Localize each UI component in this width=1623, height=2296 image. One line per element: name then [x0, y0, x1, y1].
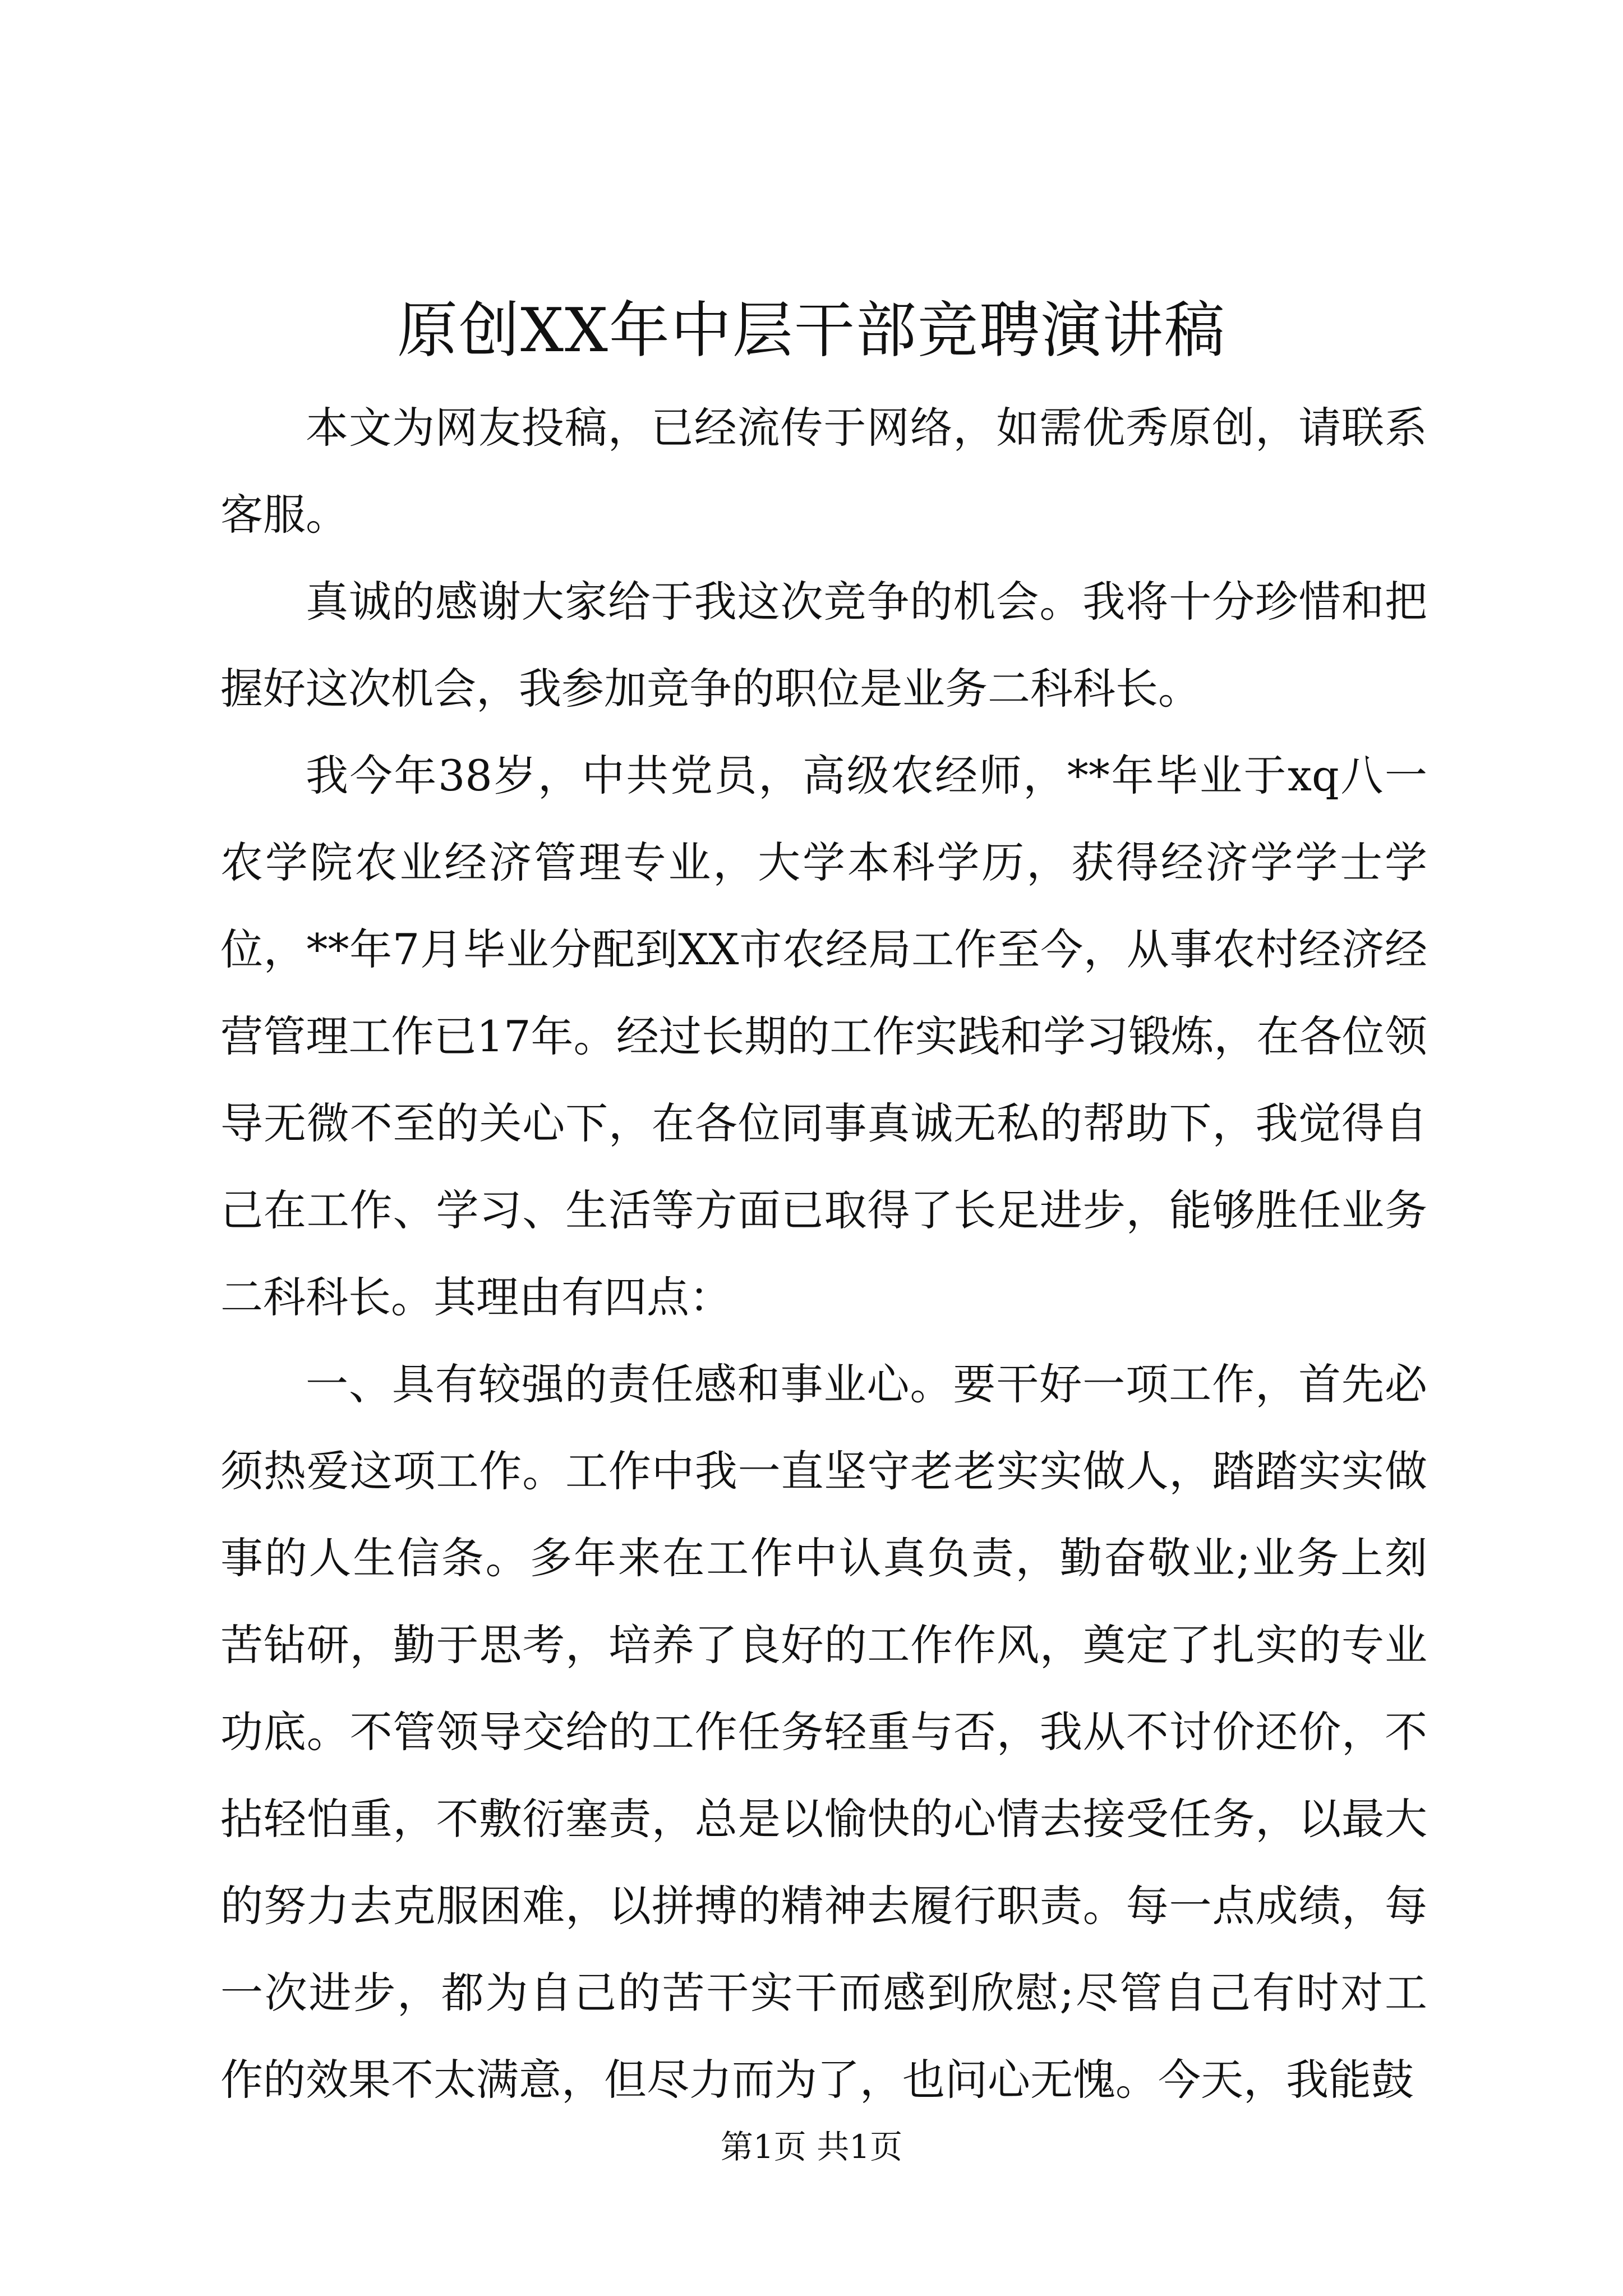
paragraph-reason-one: 一、具有较强的责任感和事业心。要干好一项工作，首先必须热爱这项工作。工作中我一直坚守老老实实做人，踏踏实实做事的人生信条。多年来在工作中认真负责，勤奋敬业;业务上刻苦钻研，勤于思考，培养了良好的工作作风，奠定了扎实的专业功底。不管领导交给的工作任务轻重与否，我从不讨价还价，不拈轻怕重，不敷衍塞责，总是以愉快的心情去接受任务，以最大的努力去克服困难，以拼搏的精神去履行职责。每一点成绩，每一次进步，都为自己的苦干实干而感到欣慰;尽管自己有时对工作的效果不太满意，但尽力而为了，也问心无愧。今天，我能鼓	[220, 1359, 1427, 2105]
document-title: 原创XX年中层干部竞聘演讲稿	[397, 296, 1226, 366]
paragraph-intro-note: 本文为网友投稿，已经流传于网络，如需优秀原创，请联系客服。	[220, 403, 1427, 540]
page-number-footer: 第1页 共1页	[720, 2128, 903, 2166]
paragraph-self-introduction: 我今年38岁，中共党员，高级农经师，**年毕业于xq八一农学院农业经济管理专业，大学本科学历，获得经济学学士学位，**年7月毕业分配到XX市农经局工作至今，从事农村经济经营管理工作已17年。经过长期的工作实践和学习锻炼，在各位领导无微不至的关心下，在各位同事真诚无私的帮助下，我觉得自己在工作、学习、生活等方面已取得了长足进步，能够胜任业务二科科长。其理由有四点：	[220, 751, 1427, 1322]
paragraph-thanks: 真诚的感谢大家给于我这次竞争的机会。我将十分珍惜和把握好这次机会，我参加竞争的职位是业务二科科长。	[220, 577, 1427, 714]
document-body	[220, 384, 1427, 2123]
